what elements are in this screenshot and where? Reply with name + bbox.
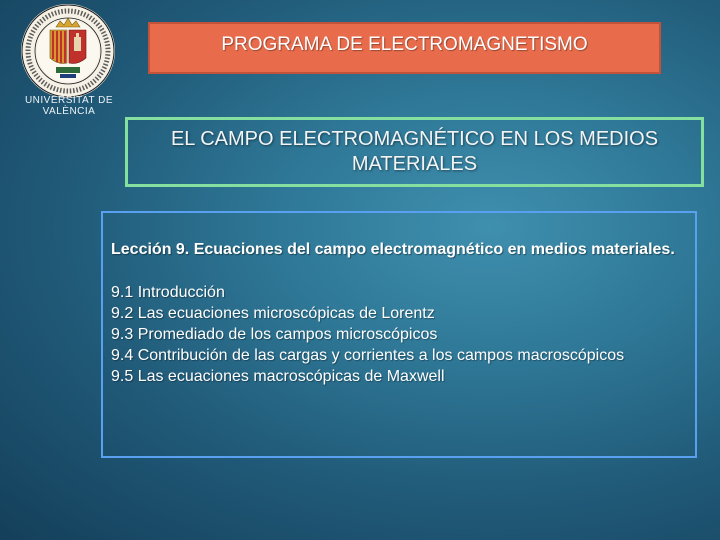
section-title-box (125, 117, 704, 187)
topic-item: 9.2 Las ecuaciones microscópicas de Lorentz (111, 305, 435, 322)
program-banner (148, 22, 661, 74)
topic-list (111, 282, 685, 387)
topic-item: 9.1 Introducción (111, 284, 225, 301)
topic-item: 9.3 Promediado de los campos microscópicos (111, 326, 438, 343)
program-title: PROGRAMA DE ELECTROMAGNETISMO (221, 34, 588, 55)
university-seal-logo (20, 3, 116, 99)
section-title: EL CAMPO ELECTROMAGNÉTICO EN LOS MEDIOS MATERIALES (170, 128, 659, 175)
topic-item: 9.4 Contribución de las cargas y corrientes a los campos macroscópicos (111, 347, 625, 364)
topic-item: 9.5 Las ecuaciones macroscópicas de Maxwell (111, 368, 445, 385)
lesson-title: Lección 9. Ecuaciones del campo electromagnético en medios materiales. (111, 241, 675, 258)
lesson-content-box (101, 211, 697, 458)
university-name: UNIVERSITAT DE VALÈNCIA (24, 95, 114, 117)
